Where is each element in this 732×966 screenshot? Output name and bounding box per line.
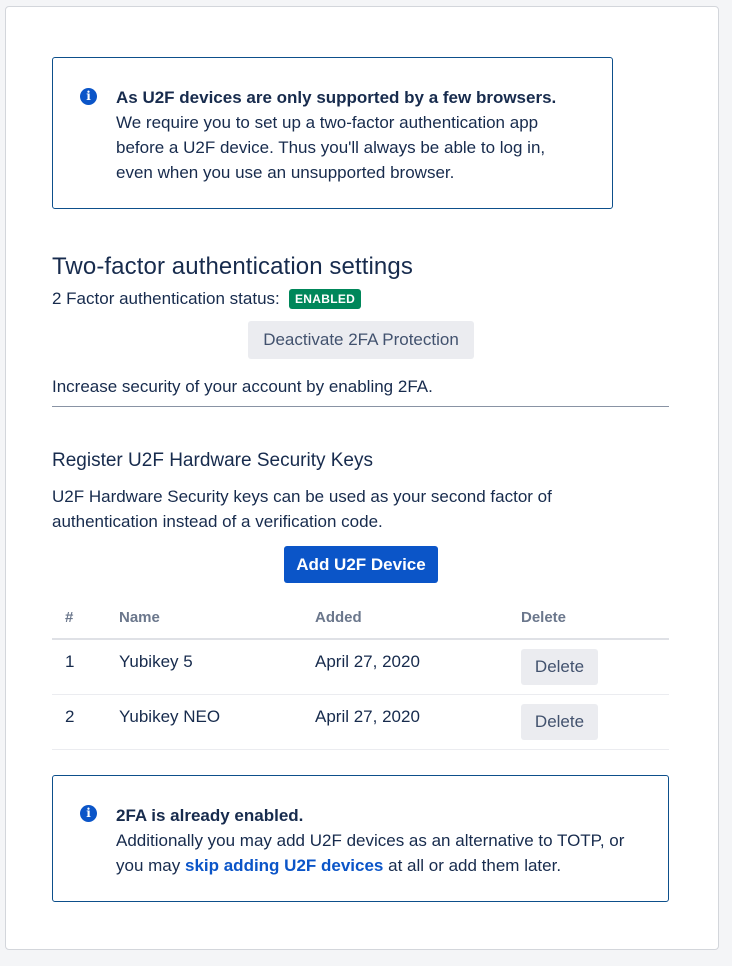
status-label: 2 Factor authentication status: [52,289,280,308]
browser-support-notice [52,57,613,209]
u2f-description-line: U2F Hardware Security keys can be used as your second factor of [52,487,552,506]
notice-line: Additionally you may add U2F devices as an alternative to TOTP, or [116,831,625,850]
info-icon: i [80,805,97,822]
device-added-date: April 27, 2020 [315,707,420,726]
table-header-divider [52,638,669,640]
u2f-description-line: authentication instead of a verification code. [52,512,383,531]
increase-security-text: Increase security of your account by enabling 2FA. [52,377,433,396]
notice-title: 2FA is already enabled. [116,806,304,825]
status-badge: ENABLED [289,289,361,309]
delete-device-button[interactable]: Delete [521,704,598,740]
table-row-divider [52,749,669,750]
column-header-delete: Delete [521,609,567,626]
settings-heading: Two-factor authentication settings [52,253,413,280]
row-number: 1 [65,652,75,671]
notice-line: before a U2F device. Thus you'll always be able to log in, [116,138,546,157]
add-u2f-device-button[interactable]: Add U2F Device [284,546,438,583]
table-row-divider [52,694,669,695]
notice-text: at all or add them later. [383,856,562,875]
notice-text: you may [116,856,185,875]
column-header-added: Added [315,609,362,626]
2fa-enabled-notice [52,775,669,902]
notice-line: even when you use an unsupported browser. [116,163,455,182]
device-added-date: April 27, 2020 [315,652,420,671]
notice-line: We require you to set up a two-factor authentication app [116,113,539,132]
delete-device-button[interactable]: Delete [521,649,598,685]
notice-title: As U2F devices are only supported by a few browsers. [116,88,557,107]
u2f-heading: Register U2F Hardware Security Keys [52,450,373,471]
divider [52,406,669,407]
column-header-name: Name [119,609,160,626]
deactivate-2fa-button[interactable]: Deactivate 2FA Protection [248,321,474,359]
column-header-number: # [65,609,74,626]
row-number: 2 [65,707,75,726]
notice-line [116,856,561,876]
skip-u2f-link[interactable]: skip adding U2F devices [184,856,384,875]
info-icon: i [80,88,97,105]
device-name: Yubikey NEO [119,707,221,726]
device-name: Yubikey 5 [119,652,193,671]
